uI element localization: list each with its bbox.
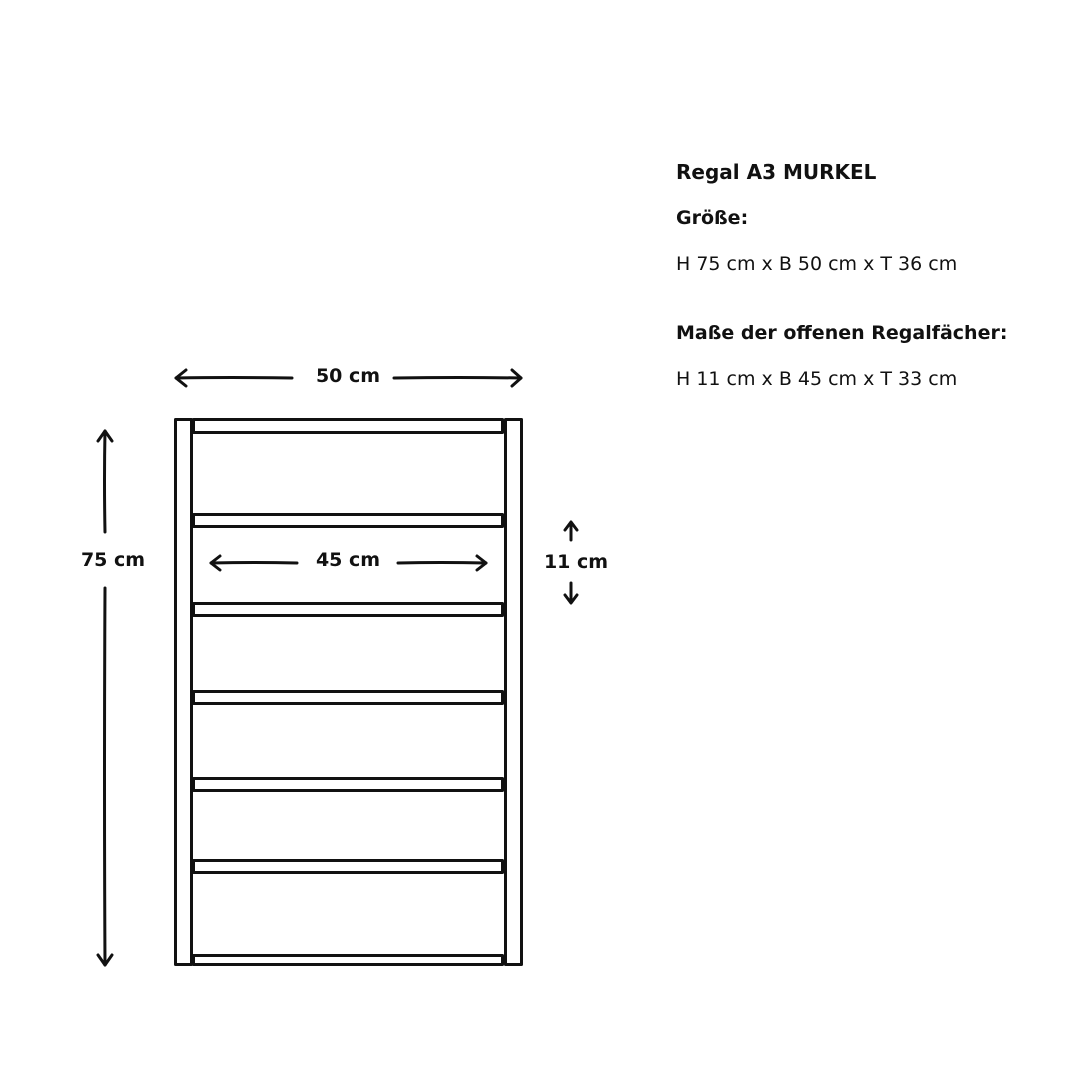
product-title: Regal A3 MURKEL bbox=[676, 160, 877, 184]
size-value: H 75 cm x B 50 cm x T 36 cm bbox=[676, 253, 958, 275]
shelf-board bbox=[194, 515, 503, 527]
compartment-height-label: 11 cm bbox=[543, 551, 609, 573]
shelf-board bbox=[194, 420, 503, 433]
total-width-label: 50 cm bbox=[315, 365, 381, 387]
right-side-panel bbox=[506, 420, 522, 965]
total-height-arrow bbox=[98, 431, 112, 965]
compartment-label: Maße der offenen Regalfächer: bbox=[676, 322, 1008, 344]
shelf-board bbox=[194, 604, 503, 616]
compartment-value: H 11 cm x B 45 cm x T 33 cm bbox=[676, 368, 958, 390]
shelf-board bbox=[194, 956, 503, 965]
inner-width-label: 45 cm bbox=[315, 549, 381, 571]
shelf-board bbox=[194, 779, 503, 791]
left-side-panel bbox=[176, 420, 192, 965]
size-label: Größe: bbox=[676, 207, 749, 229]
shelf-board bbox=[194, 692, 503, 704]
shelf-board bbox=[194, 861, 503, 873]
total-height-label: 75 cm bbox=[80, 549, 146, 571]
